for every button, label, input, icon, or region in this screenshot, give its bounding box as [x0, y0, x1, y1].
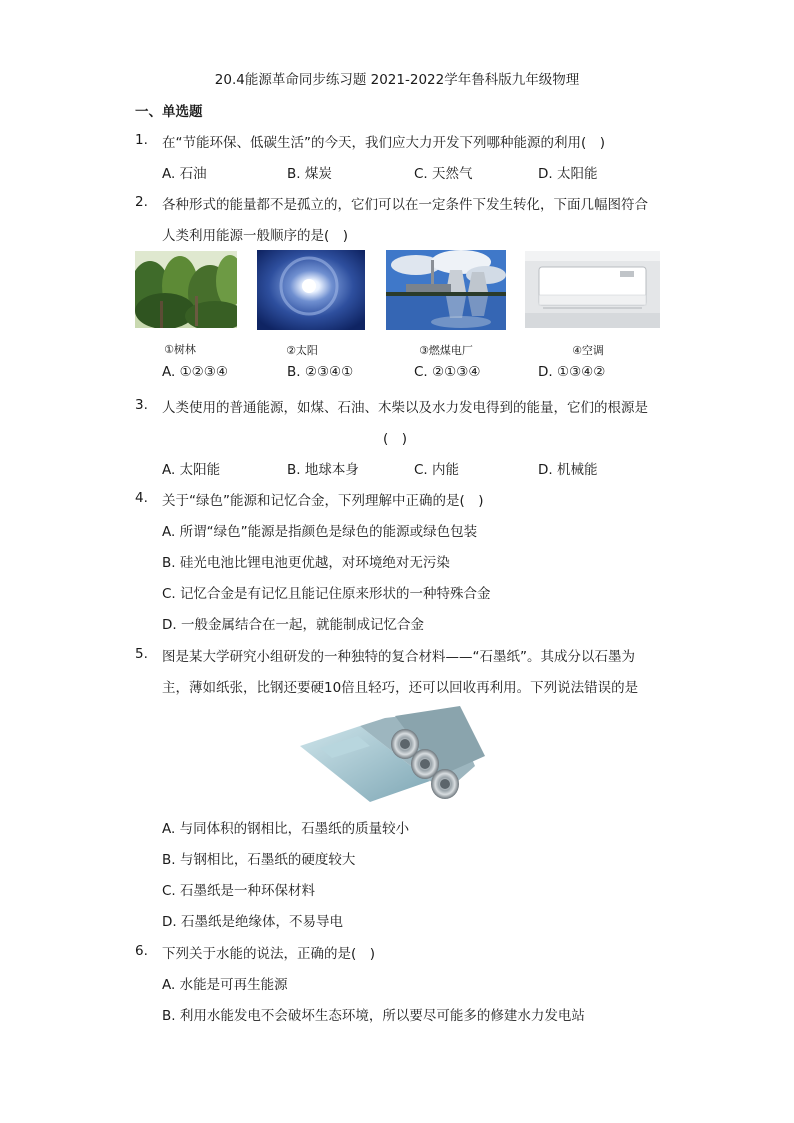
option-a: A. 太阳能 — [162, 462, 221, 478]
option-b: B. 煤炭 — [287, 166, 332, 182]
section-heading: 一、单选题 — [135, 104, 203, 120]
option-c: C. 石墨纸是一种环保材料 — [162, 883, 316, 899]
option-d: D. 一般金属结合在一起，就能制成记忆合金 — [162, 617, 424, 633]
document-title: 20.4能源革命同步练习题 2021-2022学年鲁科版九年级物理 — [214, 72, 580, 88]
question-text: 关于“绿色”能源和记忆合金，下列理解中正确的是( ) — [162, 493, 484, 509]
option-a: A. 与同体积的钢相比，石墨纸的质量较小 — [162, 821, 410, 837]
option-b: B. ②③④① — [287, 364, 354, 380]
question-number: 6. — [135, 943, 148, 959]
question-text-line-2: 人类利用能源一般顺序的是( ) — [162, 228, 349, 244]
question-text-line-1: 图是某大学研究小组研发的一种独特的复合材料——“石墨纸”。其成分以石墨为 — [162, 649, 635, 665]
option-b: B. 硅光电池比锂电池更优越，对环境绝对无污染 — [162, 555, 450, 571]
caption-sun: ②太阳 — [286, 344, 318, 357]
question-text: 下列关于水能的说法，正确的是( ) — [162, 946, 376, 962]
option-b: B. 利用水能发电不会破坏生态环境，所以要尽可能多的修建水力发电站 — [162, 1008, 585, 1024]
option-a: A. 所谓“绿色”能源是指颜色是绿色的能源或绿色包装 — [162, 524, 478, 540]
question-number: 1. — [135, 132, 148, 148]
caption-power-plant: ③燃煤电厂 — [419, 344, 473, 357]
option-c: C. 天然气 — [414, 166, 473, 182]
air-conditioner-image — [525, 251, 660, 328]
option-c: C. 内能 — [414, 462, 460, 478]
option-d: D. 石墨纸是绝缘体，不易导电 — [162, 914, 343, 930]
option-a: A. 石油 — [162, 166, 207, 182]
graphite-paper-image — [300, 706, 492, 802]
forest-image — [135, 251, 237, 328]
power-plant-image — [386, 250, 506, 330]
option-b: B. 与钢相比，石墨纸的硬度较大 — [162, 852, 356, 868]
option-d: D. 太阳能 — [538, 166, 598, 182]
question-text-line-2: 主，薄如纸张，比钢还要硬10倍且轻巧，还可以回收再利用。下列说法错误的是 — [162, 680, 639, 696]
option-c: C. 记忆合金是有记忆且能记住原来形状的一种特殊合金 — [162, 586, 491, 602]
question-number: 5. — [135, 646, 148, 662]
question-number: 4. — [135, 490, 148, 506]
option-d: D. 机械能 — [538, 462, 598, 478]
question-text: 在“节能环保、低碳生活”的今天，我们应大力开发下列哪种能源的利用( ) — [162, 135, 606, 151]
option-d: D. ①③④② — [538, 364, 606, 380]
option-a: A. 水能是可再生能源 — [162, 977, 288, 993]
question-text-line-1: 人类使用的普通能源，如煤、石油、木柴以及水力发电得到的能量，它们的根源是 — [162, 400, 648, 416]
option-a: A. ①②③④ — [162, 364, 228, 380]
question-text-line-2: ( ) — [383, 431, 408, 447]
option-c: C. ②①③④ — [414, 364, 481, 380]
question-text-line-1: 各种形式的能量都不是孤立的，它们可以在一定条件下发生转化，下面几幅图符合 — [162, 197, 648, 213]
sun-image — [257, 250, 365, 330]
question-number: 2. — [135, 194, 148, 210]
caption-forest: ①树林 — [164, 343, 196, 356]
question-number: 3. — [135, 397, 148, 413]
caption-air-conditioner: ④空调 — [572, 344, 604, 357]
option-b: B. 地球本身 — [287, 462, 359, 478]
